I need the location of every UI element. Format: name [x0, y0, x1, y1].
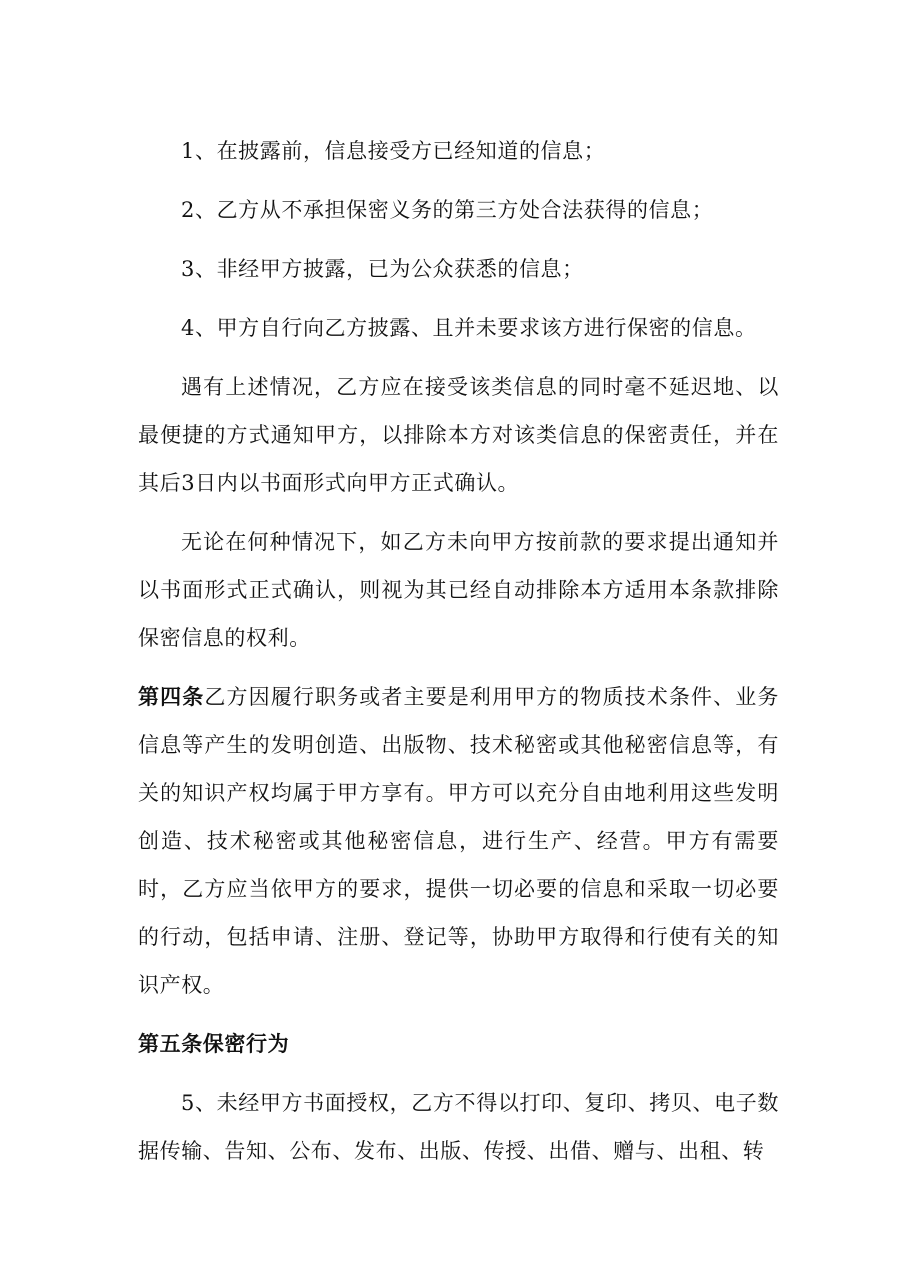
item-number: 2、 — [181, 198, 217, 222]
list-item — [138, 1079, 779, 1175]
item-text: 未经甲方书面授权，乙方不得以打印、复印、拷贝、电子数据传输、告知、公布、发布、出版、传授、出借、赠与、出租、转 — [138, 1091, 779, 1163]
list-item — [138, 186, 779, 234]
article-5-heading: 第五条保密行为 — [138, 1032, 290, 1056]
article-4-paragraph — [138, 673, 779, 1009]
notice-paragraph: 遇有上述情况，乙方应在接受该类信息的同时毫不延迟地、以最便捷的方式通知甲方，以排除本方对该类信息的保密责任，并在其后3日内以书面形式向甲方正式确认。 — [138, 375, 779, 495]
list-item — [138, 304, 779, 352]
list-item — [138, 245, 779, 293]
item-text: 非经甲方披露，已为公众获悉的信息； — [216, 257, 584, 281]
list-item — [138, 127, 779, 175]
waiver-paragraph: 无论在何种情况下，如乙方未向甲方按前款的要求提出通知并以书面形式正式确认，则视为其已经自动排除本方适用本条款排除保密信息的权利。 — [138, 530, 779, 650]
article-4-label: 第四条 — [138, 685, 205, 709]
item-number: 3、 — [181, 257, 217, 281]
item-text: 在披露前，信息接受方已经知道的信息； — [216, 139, 606, 163]
item-number: 1、 — [181, 139, 217, 163]
item-number: 5、 — [181, 1091, 217, 1115]
article-4-text: 乙方因履行职务或者主要是利用甲方的物质技术条件、业务信息等产生的发明创造、出版物、技术秘密或其他秘密信息等，有关的知识产权均属于甲方享有。甲方可以充分自由地利用这些发明创造、技术秘密或其他秘密信息，进行生产、经营。甲方有需要时，乙方应当依甲方的要求，提供一切必要的信息和采取一切必要的行动，包括申请、注册、登记等，协助甲方取得和行使有关的知识产权。 — [138, 685, 779, 997]
item-number: 4、 — [181, 316, 217, 340]
item-text: 甲方自行向乙方披露、且并未要求该方进行保密的信息。 — [216, 316, 757, 340]
item-text: 乙方从不承担保密义务的第三方处合法获得的信息； — [216, 198, 714, 222]
